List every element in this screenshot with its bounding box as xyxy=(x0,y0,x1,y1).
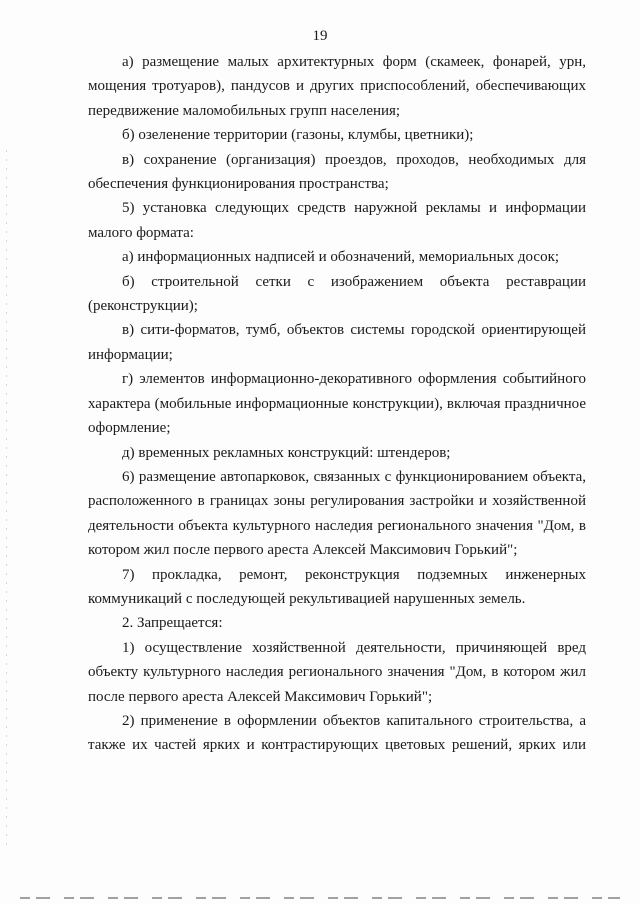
paragraph-6-parking: 6) размещение автопарковок, связанных с функционированием объекта, расположенного в границах зоны регулирования застройки и хозяйственной деятельности объекта культурного наследия регионального значения "Дом, в котором жил после первого ареста Алексей Максимович Горький"; xyxy=(88,468,586,559)
page-number: 19 xyxy=(312,28,328,44)
paragraph-g-decorative: г) элементов информационно-декоративного оформления событийного характера (мобильные информационные конструкции), включая праздничное оформление; xyxy=(88,371,586,437)
paragraph-a-small-forms: а) размещение малых архитектурных форм (скамеек, фонарей, урн, мощения тротуаров), пандусов и других приспособлений, обеспечивающих передвижение маломобильных групп населения; xyxy=(88,54,586,119)
paragraph-a-signs: а) информационных надписей и обозначений, мемориальных досок; xyxy=(122,249,560,266)
paragraph-b-mesh: б) строительной сетки с изображением объекта реставрации (реконструкции); xyxy=(88,273,586,315)
scan-bottom-artifact xyxy=(20,897,620,899)
paragraph-d-temporary: д) временных рекламных конструкций: штендеров; xyxy=(122,444,451,461)
paragraph-v-passages: в) сохранение (организация) проездов, проходов, необходимых для обеспечения функционирования пространства; xyxy=(88,151,586,193)
paragraph-2-colors: 2) применение в оформлении объектов капитального строительства, а также их частей ярких и контрастирующих цветовых решений, ярких или xyxy=(88,712,586,754)
paragraph-2-prohibited: 2. Запрещается: xyxy=(122,615,223,632)
paragraph-1-harm: 1) осуществление хозяйственной деятельности, причиняющей вред объекту культурного наследия регионального значения "Дом, в котором жил после первого ареста Алексей Максимович Горький"; xyxy=(88,639,586,705)
scan-edge-artifact xyxy=(6,150,7,850)
paragraph-7-utilities: 7) прокладка, ремонт, реконструкция подземных инженерных коммуникаций с последующей рекультивацией нарушенных земель. xyxy=(88,566,586,607)
paragraph-b-landscaping: б) озеленение территории (газоны, клумбы, цветники); xyxy=(122,127,474,144)
document-body xyxy=(88,50,586,758)
paragraph-5-advertising: 5) установка следующих средств наружной рекламы и информации малого формата: xyxy=(88,200,586,241)
paragraph-v-city-formats: в) сити-форматов, тумб, объектов системы городской ориентирующей информации; xyxy=(88,322,586,363)
